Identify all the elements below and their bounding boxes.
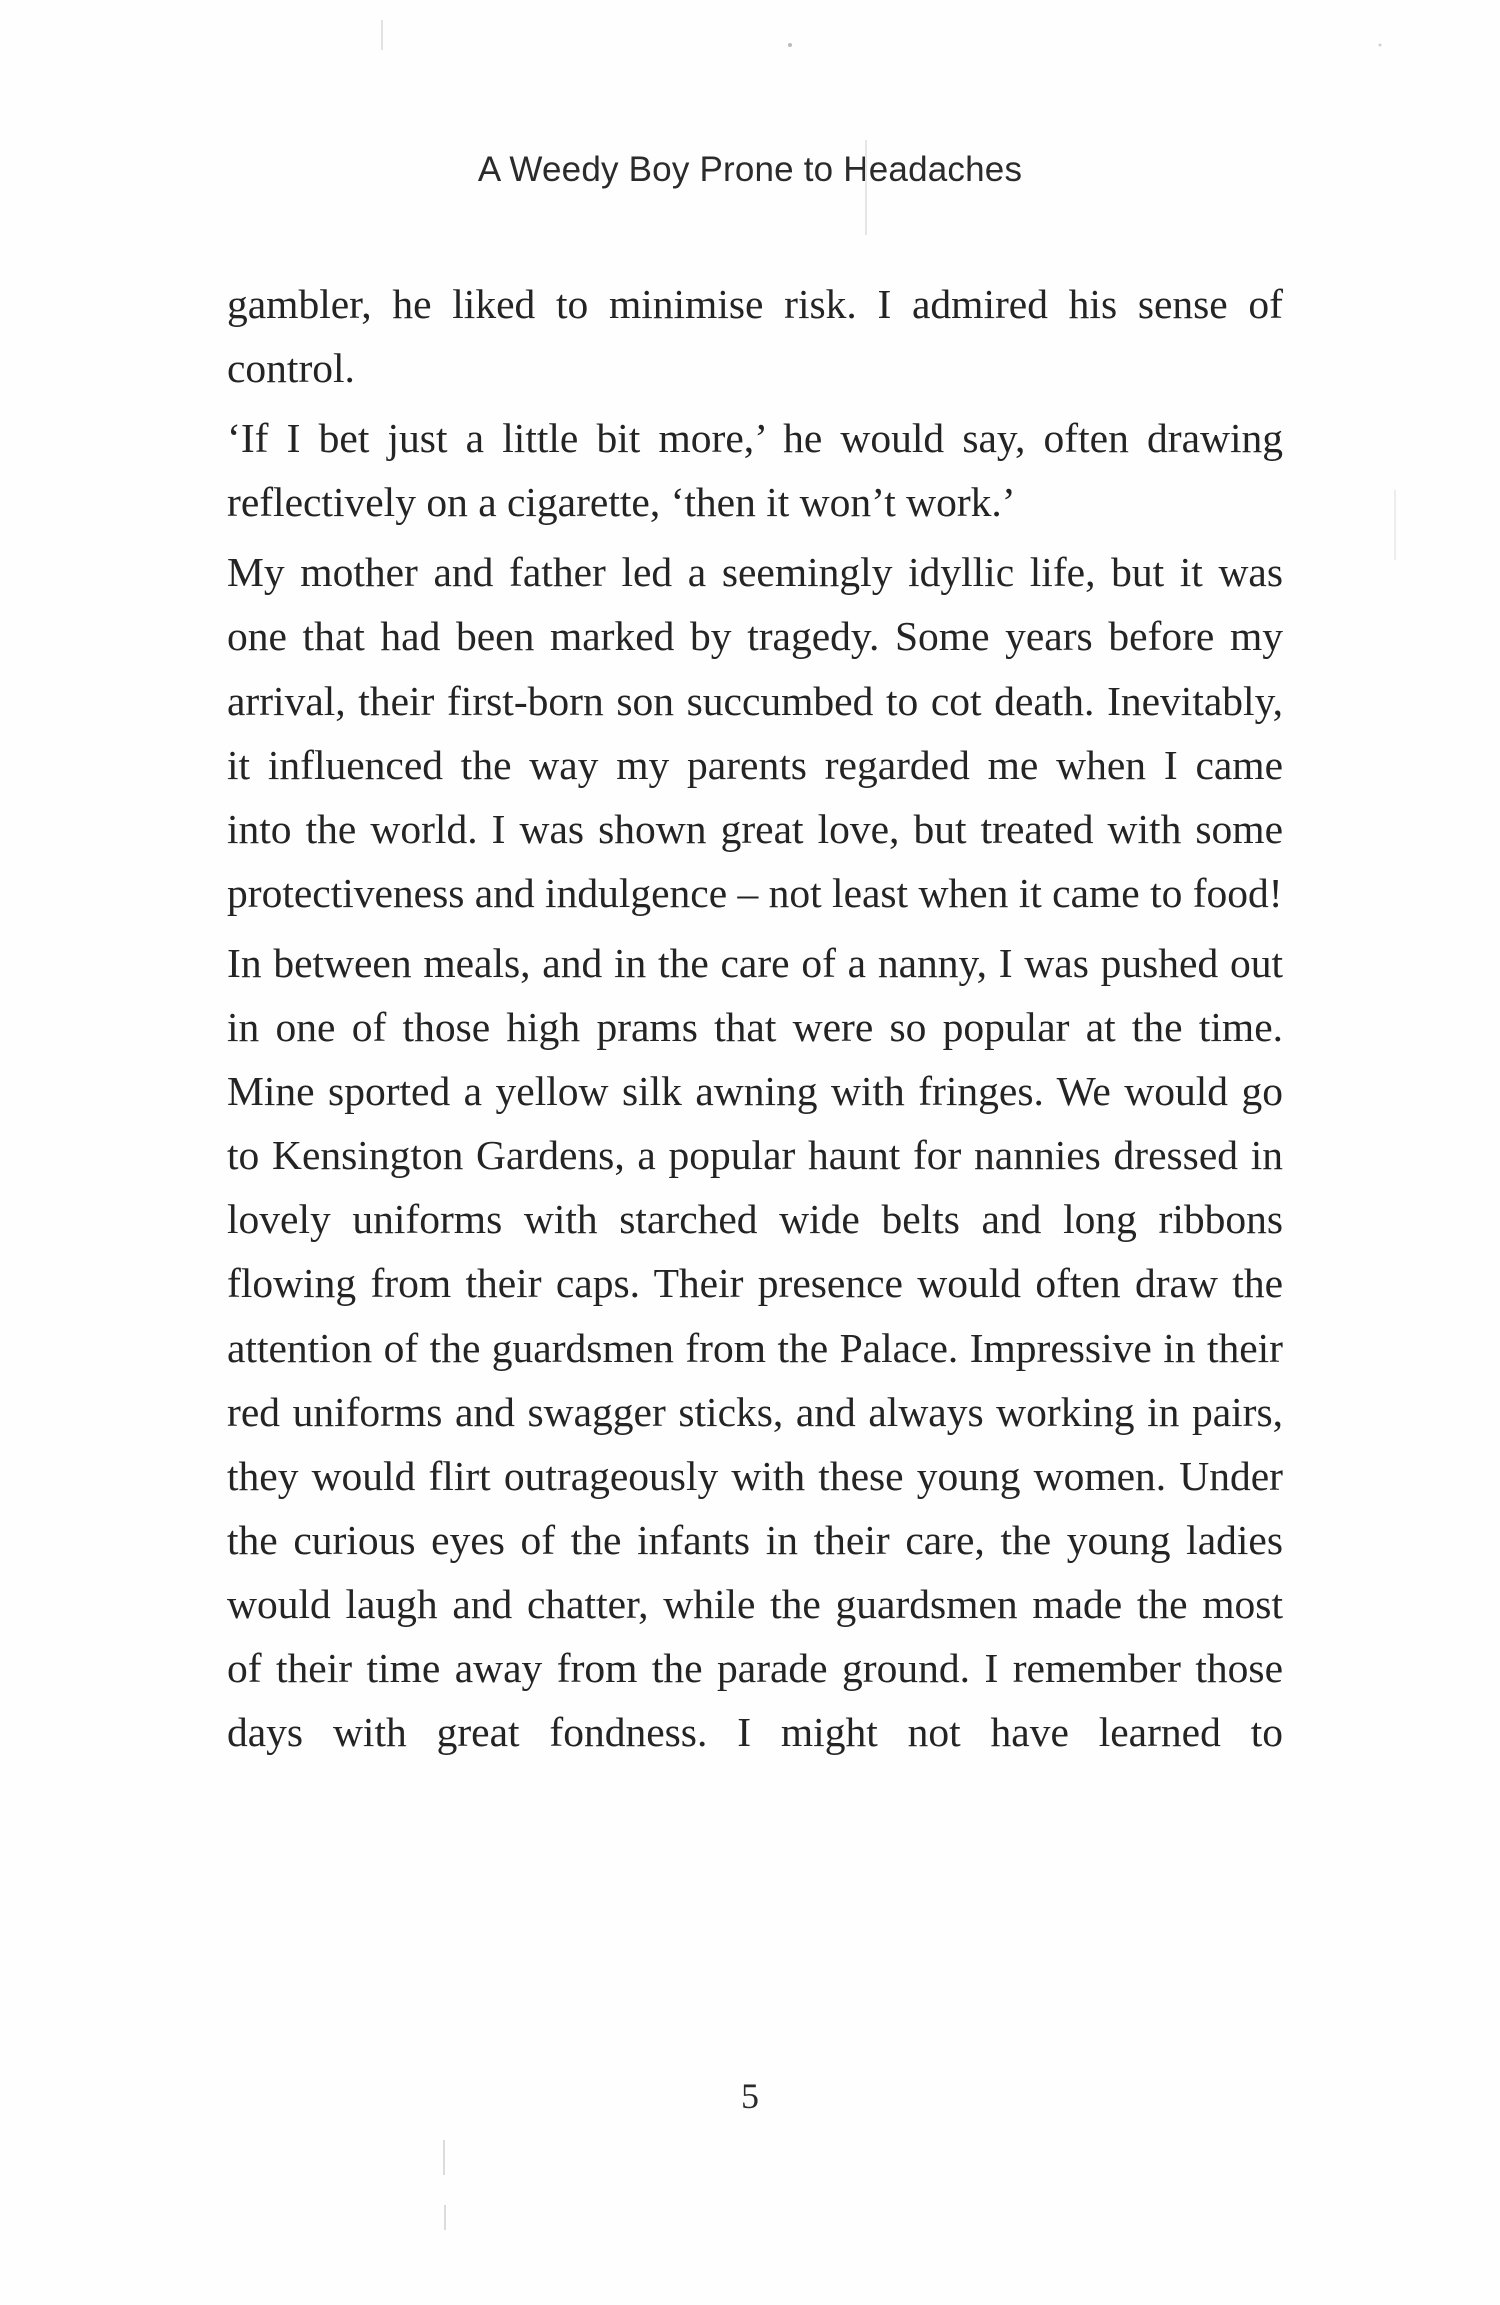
paragraph-3: My mother and father led a seemingly idyllic life, but it was one that had been marked by tragedy. Some years before my arrival, their first-born son succumbed to cot death. Inevitably, it influenced the way my parents regarded me when I came into the world. I was shown great love, but treated with some protectiveness and indulgence – not least when it came to food! bbox=[227, 549, 1283, 916]
paragraph-4: In between meals, and in the care of a nanny, I was pushed out in one of those high prams that were so popular at the time. Mine sported a yellow silk awning with fringes. We would go to Kensington Gardens, a popular haunt for nannies dressed in lovely uniforms with starched wide belts and long ribbons flowing from their caps. Their presence would often draw the attention of the guardsmen from the Palace. Impressive in their red uniforms and swagger sticks, and always working in pairs, they would flirt outrageously with these young women. Under the curious eyes of the infants in their care, the young ladies would laugh and chatter, while the guardsmen made the most of their time away from the parade ground. I remember those days with great fondness. I might not have learned to bbox=[227, 939, 1283, 1756]
scan-mark bbox=[1379, 44, 1382, 47]
page-number: 5 bbox=[741, 2076, 759, 2116]
running-head: A Weedy Boy Prone to Headaches bbox=[477, 150, 1023, 189]
body-text bbox=[227, 272, 1283, 1764]
paragraph-2: ‘If I bet just a little bit more,’ he would say, often drawing reflectively on a cigarette, ‘then it won’t work.’ bbox=[227, 415, 1283, 526]
paragraph-1: gambler, he liked to minimise risk. I admired his sense of control. bbox=[227, 281, 1283, 392]
scan-mark bbox=[788, 43, 792, 47]
